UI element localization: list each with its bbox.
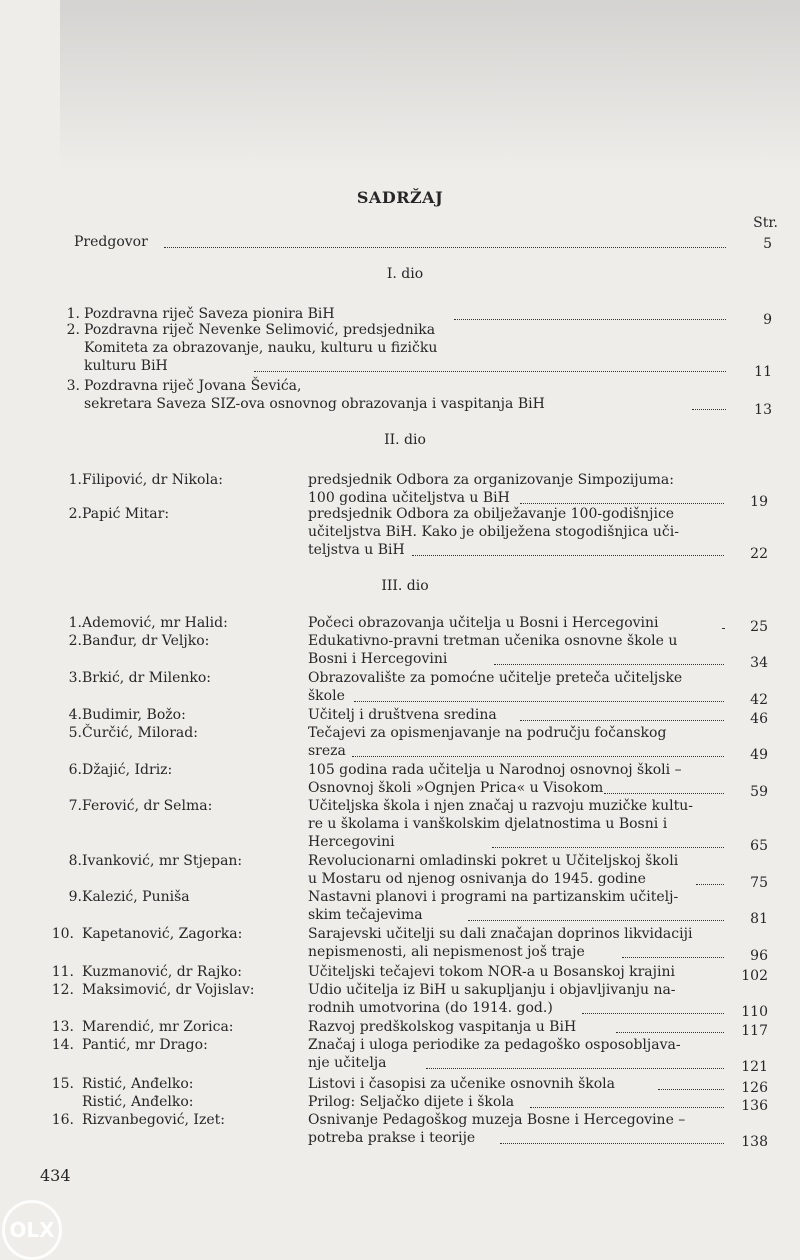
previous-page-bleed bbox=[60, 0, 800, 170]
toc-entry-number: 5. bbox=[68, 725, 82, 741]
toc-entry-title-line: Komiteta za obrazovanje, nauku, kulturu u fizičku bbox=[84, 340, 438, 356]
toc-entry-number: 6. bbox=[68, 762, 82, 778]
toc-entry-number: 15. bbox=[51, 1076, 74, 1092]
toc-entry-number: 7. bbox=[68, 798, 82, 814]
toc-entry-title-line: škole bbox=[308, 688, 345, 704]
toc-entry-title-line: sreza bbox=[308, 743, 346, 759]
toc-entry-page: 75 bbox=[750, 875, 768, 891]
toc-entry-author: Pantić, mr Drago: bbox=[82, 1037, 208, 1053]
toc-entry-title-line: Obrazovalište za pomoćne učitelje preteča učiteljske bbox=[308, 670, 683, 686]
toc-entry-page: 126 bbox=[741, 1080, 768, 1096]
toc-entry-page: 19 bbox=[750, 494, 768, 510]
toc-entry-number: 1. bbox=[68, 615, 82, 631]
toc-entry-title-line: Pozdravna riječ Jovana Ševića, bbox=[84, 378, 302, 394]
toc-entry-number: 10. bbox=[51, 926, 74, 942]
toc-entry-page: 110 bbox=[741, 1004, 768, 1020]
toc-entry-page: 138 bbox=[741, 1134, 768, 1150]
toc-entry-title-line: Učiteljski tečajevi tokom NOR-a u Bosanskoj krajini bbox=[308, 964, 675, 980]
footer-page-number: 434 bbox=[40, 1166, 71, 1185]
toc-entry-title-line: sekretara Saveza SIZ-ova osnovnog obrazovanja i vaspitanja BiH bbox=[84, 396, 545, 412]
toc-entry-title-line: Pozdravna riječ Saveza pionira BiH bbox=[84, 306, 335, 322]
olx-watermark bbox=[2, 1200, 62, 1260]
toc-entry-leader bbox=[412, 555, 724, 556]
toc-entry-title-line: teljstva u BiH bbox=[308, 542, 405, 558]
toc-entry-page: 136 bbox=[741, 1098, 768, 1114]
toc-entry-author: Čurčić, Milorad: bbox=[82, 725, 198, 741]
toc-entry-number: 8. bbox=[68, 853, 82, 869]
toc-entry-leader bbox=[520, 720, 724, 721]
toc-entry-title-line: Osnivanje Pedagoškog muzeja Bosne i Hercegovine – bbox=[308, 1112, 686, 1128]
toc-entry-title-line: Učiteljska škola i njen značaj u razvoju muzičke kultu- bbox=[308, 798, 694, 814]
toc-entry-author: Džajić, Idriz: bbox=[82, 762, 173, 778]
toc-entry-page: 11 bbox=[754, 364, 772, 380]
toc-entry-leader bbox=[492, 847, 724, 848]
toc-entry-page: 22 bbox=[750, 546, 768, 562]
toc-entry-title-line: Hercegovini bbox=[308, 834, 395, 850]
toc-entry-author: Ivanković, mr Stjepan: bbox=[82, 853, 243, 869]
toc-entry-author: Filipović, dr Nikola: bbox=[82, 472, 223, 488]
toc-entry-title-line: Razvoj predškolskog vaspitanja u BiH bbox=[308, 1019, 577, 1035]
toc-entry-page: 46 bbox=[750, 711, 768, 727]
toc-entry-leader bbox=[254, 371, 726, 372]
toc-entry-leader bbox=[500, 1143, 724, 1144]
preface-leader bbox=[164, 247, 726, 248]
toc-entry-page: 42 bbox=[750, 692, 768, 708]
toc-entry-number: 11. bbox=[51, 964, 74, 980]
toc-entry-page: 25 bbox=[750, 619, 768, 635]
toc-entry-author: Banđur, dr Veljko: bbox=[82, 633, 210, 649]
toc-entry-page: 65 bbox=[750, 838, 768, 854]
toc-entry-page: 102 bbox=[741, 968, 768, 984]
toc-entry-page: 96 bbox=[750, 948, 768, 964]
toc-entry-title-line: 105 godina rada učitelja u Narodnoj osnovnoj školi – bbox=[308, 762, 682, 778]
toc-entry-page: 9 bbox=[763, 312, 772, 328]
toc-entry-author: Brkić, dr Milenko: bbox=[82, 670, 212, 686]
toc-entry-leader bbox=[454, 319, 726, 320]
toc-entry-leader bbox=[352, 756, 724, 757]
toc-entry-title-line: Bosni i Hercegovini bbox=[308, 651, 448, 667]
preface-label: Predgovor bbox=[74, 234, 148, 250]
toc-entry-author: Kapetanović, Zagorka: bbox=[82, 926, 243, 942]
toc-entry-author: Marendić, mr Zorica: bbox=[82, 1019, 234, 1035]
toc-entry-page: 117 bbox=[741, 1023, 768, 1039]
toc-entry-author: Papić Mitar: bbox=[82, 506, 170, 522]
page-column-label: Str. bbox=[753, 215, 778, 231]
preface-page: 5 bbox=[763, 236, 772, 252]
toc-entry-author: Ademović, mr Halid: bbox=[82, 615, 228, 631]
toc-entry-number: 14. bbox=[51, 1037, 74, 1053]
toc-entry-leader bbox=[582, 1013, 724, 1014]
toc-entry-title-line: Nastavni planovi i programi na partizanskim učitelj- bbox=[308, 889, 679, 905]
toc-entry-title-line: nje učitelja bbox=[308, 1055, 387, 1071]
part1-heading: I. dio bbox=[386, 266, 424, 282]
toc-entry-number: 9. bbox=[68, 889, 82, 905]
toc-entry-title-line: Listovi i časopisi za učenike osnovnih škola bbox=[308, 1076, 616, 1092]
toc-entry-title-line: potreba prakse i teorije bbox=[308, 1130, 476, 1146]
toc-entry-title-line: Učitelj i društvena sredina bbox=[308, 707, 497, 723]
toc-entry-number: 2. bbox=[66, 322, 80, 338]
toc-entry-number: 4. bbox=[68, 707, 82, 723]
toc-entry-title-line: kulturu BiH bbox=[84, 358, 168, 374]
toc-entry-title-line: 100 godina učiteljstva u BiH bbox=[308, 490, 510, 506]
toc-entry-title-line: rodnih umotvorina (do 1914. god.) bbox=[308, 1000, 553, 1016]
toc-entry-leader bbox=[354, 701, 724, 702]
toc-entry-title-line: predsjednik Odbora za obilježavanje 100-godišnjice bbox=[308, 506, 675, 522]
toc-entry-number: 3. bbox=[66, 378, 80, 394]
toc-entry-page: 13 bbox=[754, 402, 772, 418]
toc-entry-author: Budimir, Božo: bbox=[82, 707, 186, 723]
toc-entry-page: 121 bbox=[741, 1059, 768, 1075]
toc-entry-title-line: Osnovnoj školi »Ognjen Prica« u Visokom bbox=[308, 780, 604, 796]
toc-entry-number: 1. bbox=[66, 306, 80, 322]
toc-entry-title-line: Tečajevi za opismenjavanje na području fočanskog bbox=[308, 725, 667, 741]
toc-entry-author: Kalezić, Puniša bbox=[82, 889, 190, 905]
watermark-text: OLX bbox=[9, 1218, 55, 1242]
part2-heading: II. dio bbox=[384, 432, 426, 448]
toc-entry-author: Ferović, dr Selma: bbox=[82, 798, 213, 814]
toc-entry-title-line: Pozdravna riječ Nevenke Selimović, predsjednika bbox=[84, 322, 436, 338]
toc-entry-number: 1. bbox=[68, 472, 82, 488]
toc-entry-page: 34 bbox=[750, 655, 768, 671]
toc-entry-number: 16. bbox=[51, 1112, 74, 1128]
toc-entry-title-line: Revolucionarni omladinski pokret u Učiteljskoj školi bbox=[308, 853, 679, 869]
toc-entry-title-line: Počeci obrazovanja učitelja u Bosni i Hercegovini bbox=[308, 615, 659, 631]
toc-entry-title-line: Udio učitelja iz BiH u sakupljanju i objavljivanju na- bbox=[308, 982, 676, 998]
toc-entry-author: Ristić, Anđelko: bbox=[82, 1094, 194, 1110]
toc-entry-leader bbox=[520, 503, 724, 504]
toc-entry-page: 59 bbox=[750, 784, 768, 800]
toc-entry-title-line: u Mostaru od njenog osnivanja do 1945. godine bbox=[308, 871, 646, 887]
toc-entry-page: 81 bbox=[750, 911, 768, 927]
toc-entry-title-line: Sarajevski učitelji su dali značajan doprinos likvidaciji bbox=[308, 926, 693, 942]
toc-entry-leader bbox=[494, 664, 724, 665]
page-title: SADRŽAJ bbox=[356, 188, 444, 207]
toc-entry-title-line: učiteljstva BiH. Kako je obilježena stogodišnjica uči- bbox=[308, 524, 679, 540]
toc-entry-leader bbox=[604, 793, 724, 794]
toc-entry-leader bbox=[426, 1068, 724, 1069]
toc-entry-number: 2. bbox=[68, 633, 82, 649]
toc-entry-number: 13. bbox=[51, 1019, 74, 1035]
part3-heading: III. dio bbox=[381, 578, 429, 594]
toc-entry-number: 2. bbox=[68, 506, 82, 522]
toc-entry-author: Kuzmanović, dr Rajko: bbox=[82, 964, 243, 980]
toc-entry-title-line: skim tečajevima bbox=[308, 907, 423, 923]
toc-entry-title-line: predsjednik Odbora za organizovanje Simpozijuma: bbox=[308, 472, 674, 488]
toc-entry-author: Rizvanbegović, Izet: bbox=[82, 1112, 225, 1128]
toc-entry-title-line: nepismenosti, ali nepismenost još traje bbox=[308, 944, 585, 960]
toc-entry-number: 3. bbox=[68, 670, 82, 686]
toc-entry-number: 12. bbox=[51, 982, 74, 998]
toc-entry-title-line: Značaj i uloga periodike za pedagoško osposobljava- bbox=[308, 1037, 681, 1053]
toc-entry-leader bbox=[530, 1107, 724, 1108]
toc-entry-leader bbox=[468, 920, 724, 921]
toc-entry-author: Maksimović, dr Vojislav: bbox=[82, 982, 255, 998]
toc-entry-title-line: re u školama i vanškolskim djelatnostima u Bosni i bbox=[308, 816, 668, 832]
toc-entry-author: Ristić, Anđelko: bbox=[82, 1076, 194, 1092]
toc-entry-page: 49 bbox=[750, 747, 768, 763]
toc-entry-title-line: Prilog: Seljačko dijete i škola bbox=[308, 1094, 515, 1110]
toc-entry-title-line: Edukativno-pravni tretman učenika osnovne škole u bbox=[308, 633, 678, 649]
